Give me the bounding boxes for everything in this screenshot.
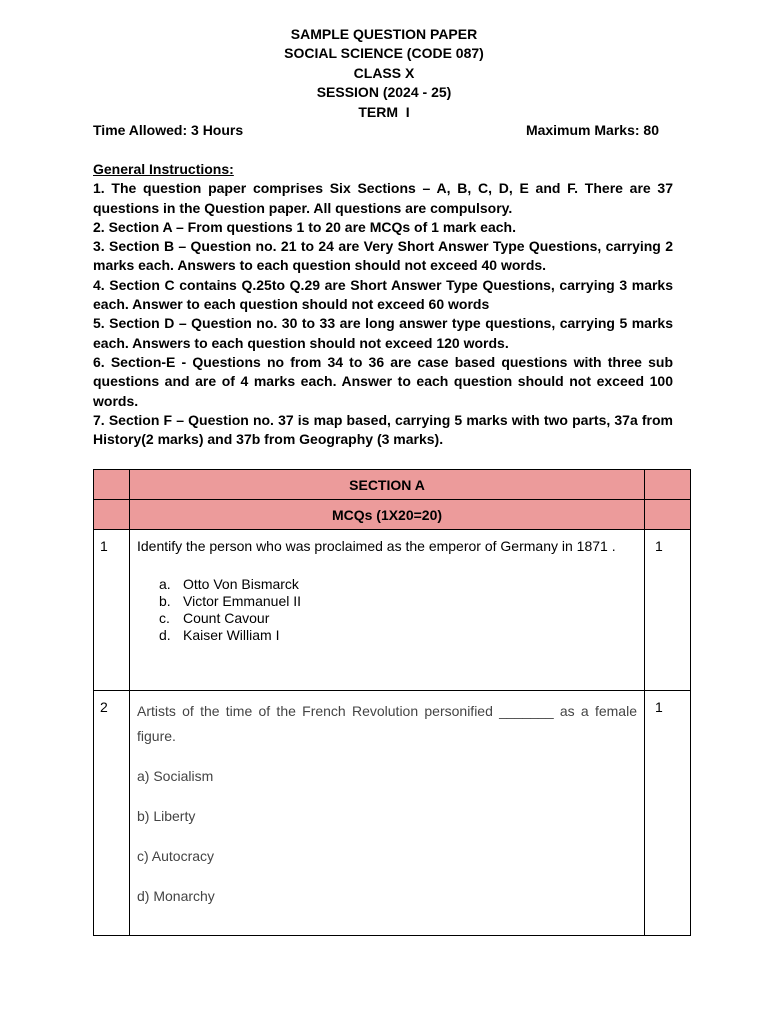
empty-cell	[645, 500, 691, 530]
question-marks: 1	[645, 530, 691, 691]
instructions-heading: General Instructions:	[93, 161, 234, 177]
list-item	[159, 610, 637, 627]
option-text: Kaiser William I	[183, 627, 280, 643]
option-text: Count Cavour	[183, 610, 270, 626]
subject-title: SOCIAL SCIENCE (CODE 087)	[284, 45, 484, 62]
instruction-item: 7. Section F – Question no. 37 is map based, carrying 5 marks with two parts, 37a from History(2 marks) and 37b from Geography (3 marks).	[93, 411, 673, 448]
question-table	[93, 469, 691, 936]
option-label: b.	[159, 593, 171, 609]
empty-cell	[94, 500, 130, 530]
section-header-row	[94, 470, 691, 500]
list-item	[159, 576, 637, 593]
option-label: a.	[159, 576, 171, 592]
term-title: TERM I	[358, 103, 410, 120]
option-label: d.	[159, 627, 171, 643]
question-number: 1	[94, 530, 130, 691]
question-cell	[130, 691, 645, 936]
table-row	[94, 530, 691, 691]
option-text: Otto Von Bismarck	[183, 576, 299, 592]
empty-cell	[94, 470, 130, 500]
option-label: c.	[159, 610, 170, 626]
instruction-item: 6. Section-E - Questions no from 34 to 36 are case based questions with three sub questions and are of 4 marks each. Answer to each question should not exceed 100 words.	[93, 353, 673, 409]
session-title: SESSION (2024 - 25)	[316, 84, 452, 101]
question-text: Artists of the time of the French Revolution personified _______ as a female figure.	[137, 703, 637, 744]
options-list	[159, 576, 637, 644]
list-item	[159, 627, 637, 644]
question-text: Identify the person who was proclaimed as the emperor of Germany in 1871 .	[137, 538, 616, 554]
paper-title: SAMPLE QUESTION PAPER	[290, 26, 478, 42]
option-text: d) Monarchy	[137, 888, 215, 904]
option-text: a) Socialism	[137, 768, 214, 784]
list-item	[159, 593, 637, 610]
instruction-item: 2. Section A – From questions 1 to 20 are MCQs of 1 mark each.	[93, 218, 516, 235]
general-instructions	[93, 160, 673, 449]
section-title: SECTION A	[130, 470, 645, 500]
table-row	[94, 691, 691, 936]
option-text: Victor Emmanuel II	[183, 593, 302, 609]
question-marks: 1	[645, 691, 691, 936]
instruction-item: 5. Section D – Question no. 30 to 33 are long answer type questions, carrying 5 marks each. Answers to each question should not exceed 120 words.	[93, 315, 673, 351]
maximum-marks: Maximum Marks: 80	[525, 122, 659, 138]
instruction-item: 1. The question paper comprises Six Sections – A, B, C, D, E and F. There are 37 questions in the Question paper. All questions are compulsory.	[93, 180, 673, 216]
question-cell	[130, 530, 645, 691]
option-text: b) Liberty	[137, 808, 196, 824]
option-text: c) Autocracy	[137, 848, 215, 864]
subsection-title: MCQs (1X20=20)	[130, 500, 645, 530]
empty-cell	[645, 470, 691, 500]
instruction-item: 4. Section C contains Q.25to Q.29 are Short Answer Type Questions, carrying 3 marks each. Answer to each question should not exceed 60 words	[93, 276, 673, 313]
time-allowed: Time Allowed: 3 Hours	[93, 122, 244, 138]
instruction-item: 3. Section B – Question no. 21 to 24 are Very Short Answer Type Questions, carrying 2 marks each. Answers to each question should not exceed 40 words.	[93, 238, 673, 274]
subsection-header-row	[94, 500, 691, 530]
class-title: CLASS X	[353, 64, 415, 81]
paper-header	[0, 25, 768, 122]
question-number: 2	[94, 691, 130, 936]
